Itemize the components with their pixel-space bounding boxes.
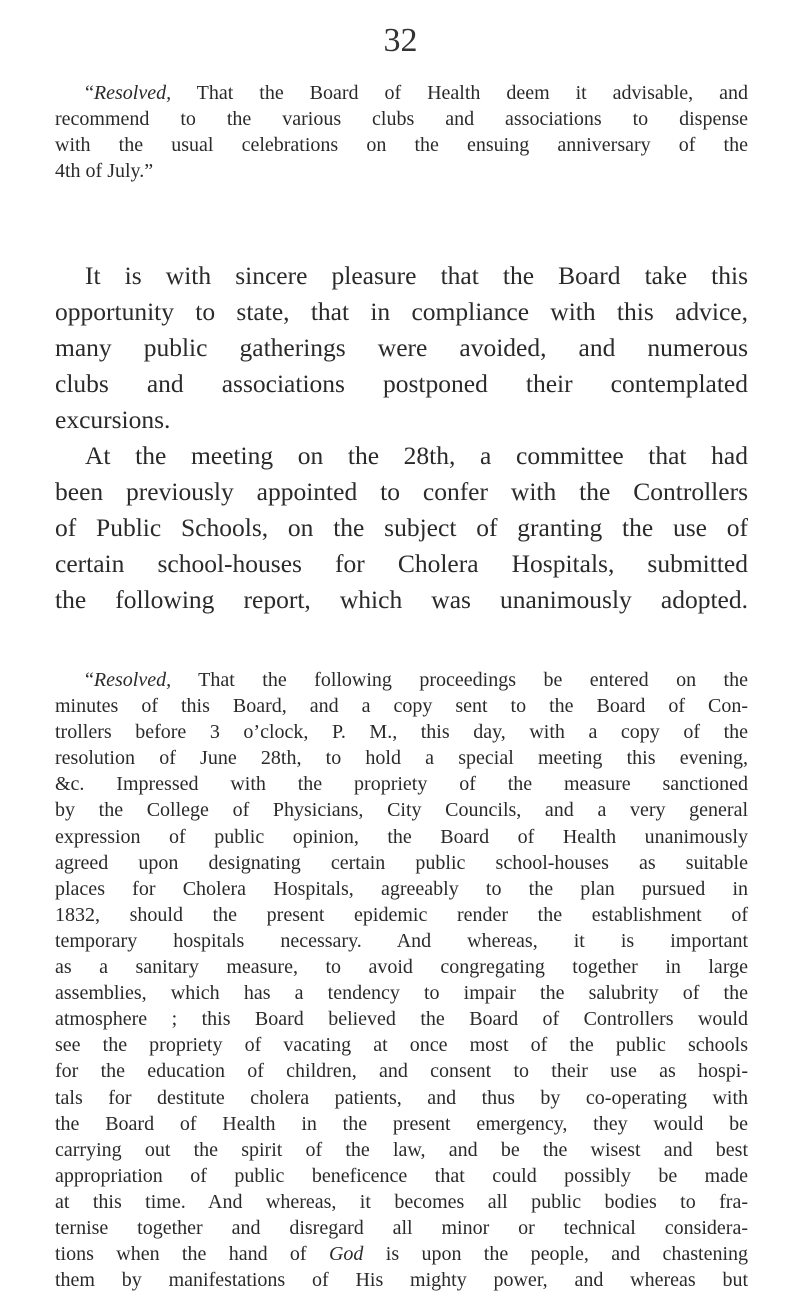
- text-line: many public gatherings were avoided, and numerous: [55, 333, 748, 362]
- text-line: places for Cholera Hospitals, agreeably to the plan pursued in: [55, 877, 748, 900]
- text-line: ternise together and disregard all minor or technical considera-: [55, 1216, 748, 1239]
- text-line: It is with sincere pleasure that the Board take this: [85, 261, 748, 290]
- paragraph-resolution-schools: [55, 667, 748, 1293]
- text-line: &c. Impressed with the propriety of the measure sanctioned: [55, 773, 748, 796]
- text-line: opportunity to state, that in compliance with this advice,: [55, 297, 748, 326]
- italic-resolved: Resolved,: [93, 669, 172, 691]
- text-line: with the usual celebrations on the ensuing anniversary of the: [55, 134, 748, 157]
- text-line: temporary hospitals necessary. And whereas, it is important: [55, 929, 748, 952]
- text-line: been previously appointed to confer with the Controllers: [55, 477, 748, 506]
- text-line: [55, 80, 748, 106]
- text-line: clubs and associations postponed their contemplated: [55, 369, 748, 398]
- paragraph-committee-report: [55, 438, 748, 618]
- text-line: carrying out the spirit of the law, and be the wisest and best: [55, 1138, 748, 1161]
- text-line: resolution of June 28th, to hold a special meeting this evening,: [55, 747, 748, 770]
- text-line: assemblies, which has a tendency to impair the salubrity of the: [55, 982, 748, 1005]
- quote-mark: “: [85, 82, 94, 104]
- italic-god: God: [328, 1243, 364, 1266]
- text-segment: is upon the people, and chastening: [363, 1243, 748, 1266]
- text-line: [55, 1241, 748, 1267]
- text-line: minutes of this Board, and a copy sent to the Board of Con-: [55, 695, 748, 718]
- text-line: the following report, which was unanimously adopted.: [55, 585, 748, 614]
- text-line: excursions.: [55, 405, 171, 434]
- paragraph-resolution-july: [55, 80, 748, 184]
- text-line: tals for destitute cholera patients, and thus by co-operating with: [55, 1086, 748, 1109]
- text-line: appropriation of public beneficence that could possibly be made: [55, 1164, 748, 1187]
- text-segment: That the Board of Health deem it advisable, and: [171, 82, 748, 104]
- text-line: trollers before 3 o’clock, P. M., this day, with a copy of the: [55, 721, 748, 744]
- text-line: At the meeting on the 28th, a committee that had: [85, 441, 748, 470]
- text-line: see the propriety of vacating at once most of the public schools: [55, 1034, 748, 1057]
- text-line: atmosphere ; this Board believed the Board of Controllers would: [55, 1008, 748, 1031]
- text-line: by the College of Physicians, City Councils, and a very general: [55, 799, 748, 822]
- text-line: agreed upon designating certain public school-houses as suitable: [55, 851, 748, 874]
- text-line: 1832, should the present epidemic render the establishment of: [55, 903, 748, 926]
- text-line: recommend to the various clubs and associations to dispense: [55, 108, 748, 131]
- text-line: of Public Schools, on the subject of granting the use of: [55, 513, 748, 542]
- text-line: at this time. And whereas, it becomes all public bodies to fra-: [55, 1190, 748, 1213]
- text-line: them by manifestations of His mighty power, and whereas but: [55, 1269, 748, 1292]
- text-line: expression of public opinion, the Board of Health unanimously: [55, 825, 748, 848]
- text-line: as a sanitary measure, to avoid congregating together in large: [55, 956, 748, 979]
- paragraph-sincere-pleasure: [55, 258, 748, 438]
- italic-resolved: Resolved,: [93, 82, 172, 104]
- text-line: certain school-houses for Cholera Hospitals, submitted: [55, 549, 748, 578]
- text-segment: tions when the hand of: [55, 1243, 329, 1266]
- text-line: [55, 667, 748, 693]
- quote-mark: “: [85, 669, 94, 691]
- text-line: 4th of July.”: [55, 160, 154, 183]
- text-line: the Board of Health in the present emergency, they would be: [55, 1112, 748, 1135]
- text-segment: That the following proceedings be entered on the: [171, 669, 748, 691]
- page-number: 32: [383, 22, 418, 59]
- text-line: for the education of children, and consent to their use as hospi-: [55, 1060, 748, 1083]
